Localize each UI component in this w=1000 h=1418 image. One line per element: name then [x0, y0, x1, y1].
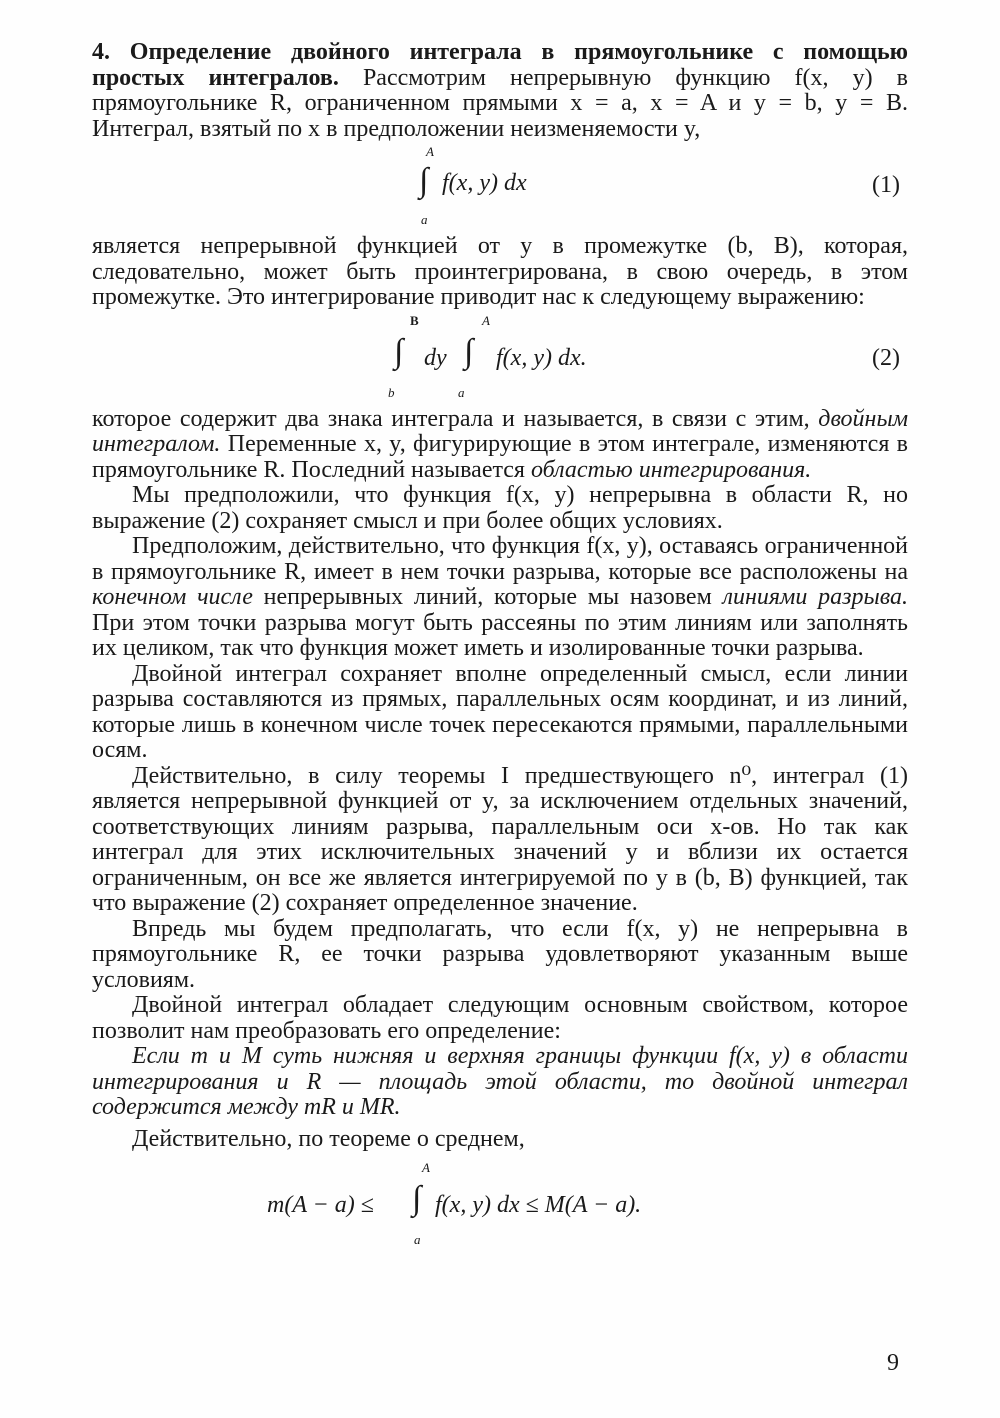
eq3-integrand: f(x, y) dx ≤ M(A − a). [435, 1192, 642, 1218]
eq1-number: (1) [872, 172, 900, 198]
theorem-text: Если m и M суть нижняя и верхняя границы функции f(x, y) в области интегрирования и R — площадь этой области, то двойной интеграл содержится между mR и MR. [92, 1043, 908, 1120]
term-finite-number: конечном числе [92, 584, 253, 610]
paragraph-indeed: Действительно, в силу теоремы I предшествующего n⁰, интеграл (1) является непрерывной функцией от y, за исключением отдельных значений, соответствующих линиям разрыва, параллельным оси x-ов. Но так как интеграл для этих исключительных значений y и вблизи их остается ограниченным, он все же является интегрируемой по y в (b, B) функцией, так что выражение (2) сохраняет определенное значение. [92, 762, 908, 916]
equation-1 [92, 142, 908, 234]
section-intro-text: Рассмотрим непрерывную функцию f(x, y) в прямоугольнике R, ограниченном прямыми x = a, x = A и y = b, y = B. Интеграл, взятый по x в предположении неизменяемости y, [92, 64, 908, 142]
paragraph-mean-value: Действительно, по теореме о среднем, [132, 1125, 525, 1152]
equation-2 [92, 311, 908, 407]
term-integration-domain: областью интегрирования. [530, 456, 812, 483]
equation-3 [92, 1152, 908, 1252]
paragraph-suppose [92, 534, 908, 662]
text-span: Предположим, действительно, что функция f(x, y), оставаясь ограниченной в прямоугольнике R, имеет в нем точки разрыва, которые все расположены на [92, 533, 908, 585]
theorem-statement [92, 1044, 908, 1121]
eq2-integrand: f(x, y) dx. [496, 344, 587, 371]
eq2-inner-upper-limit: A [482, 312, 490, 328]
integral-sign-icon: ∫ [412, 1180, 422, 1217]
text-span: Переменные x, y, фигурирующие в этом интеграле, изменяются в прямоугольнике R. Последний называется [92, 431, 909, 483]
eq3-lower-limit: a [414, 1232, 421, 1247]
eq3-upper-limit: A [422, 1160, 430, 1175]
term-discontinuity-lines: линиями разрыва. [722, 584, 908, 610]
eq2-outer-lower-limit: b [388, 384, 395, 400]
term-double-integral: двойным интегралом. [92, 405, 909, 457]
text-span: которое содержит два знака интеграла и называется, в связи с этим, [92, 405, 810, 432]
integral-sign-icon: ∫ [464, 332, 474, 370]
section-intro-paragraph [92, 40, 908, 142]
paragraph-henceforth: Впредь мы будем предполагать, что если f(x, y) не непрерывна в прямоугольнике R, ее точки разрыва удовлетворяют указанным выше условиям. [92, 915, 908, 993]
text-span: При этом точки разрыва могут быть рассеяны по этим линиям или заполнять их целиком, так что функция может иметь и изолированные точки разрыва. [92, 609, 908, 661]
eq2-outer-upper-limit: B [410, 312, 419, 328]
paragraph-property: Двойной интеграл обладает следующим основным свойством, которое позволит нам преобразовать его определение: [92, 992, 908, 1044]
eq2-number: (2) [872, 344, 900, 371]
eq2-inner-lower-limit: a [458, 384, 465, 400]
integral-sign-icon: ∫ [394, 332, 404, 370]
paragraph-double-integral [92, 407, 908, 484]
paragraph-after-eq1: является непрерывной функцией от y в промежутке (b, B), которая, следовательно, может быть проинтегрирована, в свою очередь, в этом промежутке. Это интегрирование приводит нас к следующему выражению: [92, 233, 908, 310]
integral-sign-icon: ∫ [419, 162, 429, 199]
section-heading: 4. Определение двойного интеграла в прямоугольнике с помощью простых интегралов. [92, 39, 908, 91]
eq2-dy: dy [424, 344, 447, 371]
text-span: непрерывных линий, которые мы назовем [263, 584, 712, 610]
page-number: 9 [887, 1350, 899, 1376]
eq1-upper-limit: A [426, 144, 434, 159]
eq1-lower-limit: a [421, 212, 428, 227]
paragraph-assumed: Мы предположили, что функция f(x, y) непрерывна в области R, но выражение (2) сохраняет смысл и при более общих условиях. [92, 482, 908, 534]
page-body [92, 40, 908, 1252]
eq3-left: m(A − a) ≤ [267, 1192, 374, 1218]
paragraph-preserves-meaning: Двойной интеграл сохраняет вполне определенный смысл, если линии разрыва составляются из прямых, параллельных осям координат, и из линий, которые лишь в конечном числе точек пересекаются прямыми, параллельными осям. [92, 660, 908, 763]
eq1-integrand: f(x, y) dx [442, 170, 527, 196]
